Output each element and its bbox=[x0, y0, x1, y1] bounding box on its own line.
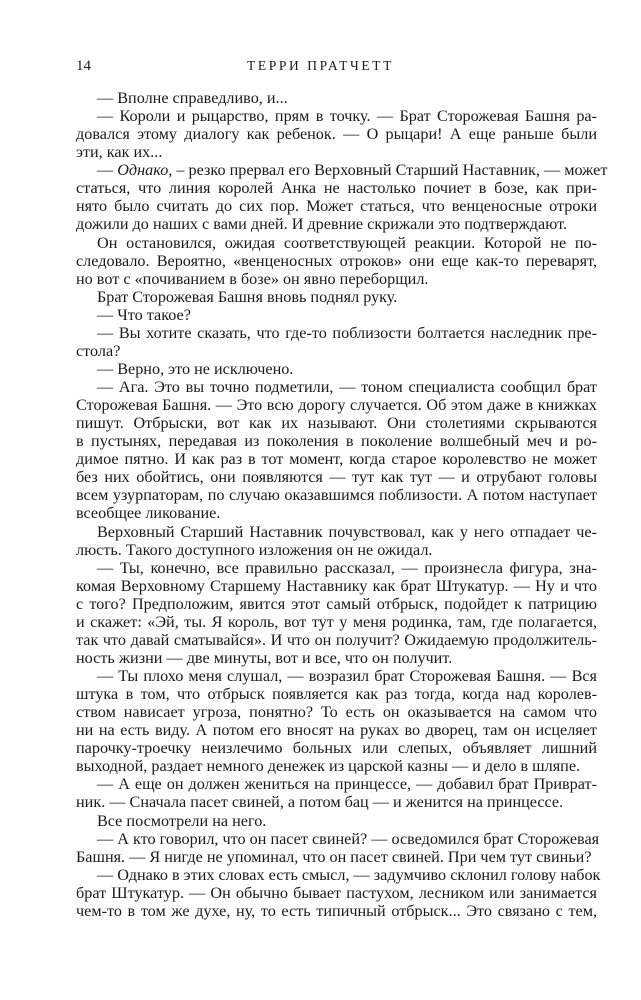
text-line: комая Верховному Старшему Наставнику как брат Штукатур. — Ну и что bbox=[76, 576, 597, 595]
text-line: ни на есть виду. А потом его вносят на руках во дворец, там он исцеляет bbox=[76, 721, 597, 740]
text-line: нято было считать до сих пор. Может статься, что венценосные отроки bbox=[76, 197, 597, 216]
text-line: всеобщее ликование. bbox=[76, 504, 221, 523]
text-line: эти, как их... bbox=[76, 143, 163, 162]
text-line: всем узурпаторам, по случаю оказавшимся поблизости. А потом наступает bbox=[76, 486, 597, 505]
text-line: Башня. — Я нигде не упоминал, что он пасет свиней. При чем тут свиньи? bbox=[76, 847, 592, 866]
body-text bbox=[76, 89, 608, 920]
text-line: — Вполне справедливо, и... bbox=[97, 89, 288, 107]
text-line: следовало. Вероятно, «венценосных отроков» они еще как-то переварят, bbox=[76, 251, 597, 270]
text-line: Верховный Старший Наставник почувствовал, как у него отпадает че- bbox=[97, 522, 597, 541]
text-line: но вот с «почиванием в бозе» он явно переборщил. bbox=[76, 269, 429, 288]
text-line: — Вы хотите сказать, что где-то поблизости болтается наследник пре- bbox=[97, 323, 597, 342]
text-line: брат Штукатур. — Он обычно бывает пастухом, лесником или занимается bbox=[76, 883, 597, 902]
text-line: Брат Сторожевая Башня вновь поднял руку. bbox=[97, 287, 398, 306]
text-line: так что давай сматывайся». И что он получит? Ожидаемую продолжитель- bbox=[76, 630, 597, 649]
text-line: димое пятно. И как раз в тот момент, когда старое королевство не может bbox=[76, 450, 597, 469]
text-line: Он остановился, ожидая соответствующей реакции. Которой не по- bbox=[97, 233, 597, 252]
page-number: 14 bbox=[76, 58, 91, 74]
text-line: довался этому диалогу как ребенок. — О рыцари! А еще раньше были bbox=[76, 125, 597, 144]
text-line: и скажет: «Эй, ты. Я король, вот тут у меня родинка, там, где полагается, bbox=[76, 612, 597, 631]
text-line: без них обойтись, они появляются — тут как тут — и отрубают головы bbox=[76, 468, 597, 487]
text-line: штука в том, что отбрыск появляется как раз тогда, когда над королев- bbox=[76, 685, 597, 704]
text-line: с того? Предположим, явится этот самый отбрыск, подойдет к патрицию bbox=[76, 594, 597, 613]
text-line: ник. — Сначала пасет свиней, а потом бац — и женится на принцессе. bbox=[76, 793, 564, 812]
text-line: — А еще он должен жениться на принцессе, — добавил брат Приврат- bbox=[97, 775, 597, 794]
text-line: Все посмотрели на него. bbox=[97, 811, 267, 830]
text-line: — Ты, конечно, все правильно рассказал, — произнесла фигура, зна- bbox=[97, 558, 597, 577]
text-line: — Что такое? bbox=[97, 305, 191, 324]
text-line: пишут. Отбрыски, вот как их называют. Они столетиями скрываются bbox=[76, 414, 597, 433]
text-line: парочку-троечку неизлечимо больных или слепых, объявляет лишний bbox=[76, 739, 597, 758]
text-line: стола? bbox=[76, 341, 121, 360]
text-line: статься, что линия королей Анка не настолько почиет в бозе, как при- bbox=[76, 179, 597, 198]
italic-text: Однако, bbox=[117, 161, 173, 180]
text-line: Сторожевая Башня. — Это всю дорогу случается. Об этом даже в книжках bbox=[76, 396, 597, 415]
running-head: ТЕРРИ ПРАТЧЕТТ bbox=[247, 58, 394, 73]
text-line: выходной, раздает немного денежек из царской казны — и дело в шляпе. bbox=[76, 757, 581, 776]
text-segment: – резко прервал его Верховный Старший Наставник, — может bbox=[172, 161, 608, 180]
text-line: — Ты плохо меня слушал, — возразил брат Сторожевая Башня. — Вся bbox=[97, 667, 597, 685]
text-segment: — bbox=[97, 161, 118, 180]
text-line: дожили до наших с вами дней. И древние скрижали это подтверждают. bbox=[76, 215, 568, 234]
text-line: — Верно, это не исключено. bbox=[97, 359, 294, 378]
text-line bbox=[76, 161, 608, 180]
text-line: ством нависает угроза, понятно? То есть он оказывается на самом что bbox=[76, 703, 597, 722]
text-line: — Однако в этих словах есть смысл, — задумчиво склонил голову набок bbox=[97, 865, 601, 884]
text-line: — Короли и рыцарство, прям в точку. — Брат Сторожевая Башня ра- bbox=[97, 107, 597, 126]
text-line: люсть. Такого доступного изложения он не ожидал. bbox=[76, 540, 433, 559]
text-line: в пустынях, передавая из поколения в поколение волшебный меч и ро- bbox=[76, 432, 597, 451]
text-line: чем-то в том же духе, ну, то есть типичный отбрыск... Это связано с тем, bbox=[76, 901, 597, 920]
text-line: — Ага. Это вы точно подметили, — тоном специалиста сообщил брат bbox=[97, 378, 597, 396]
text-line: — А кто говорил, что он пасет свиней? — осведомился брат Сторожевая bbox=[97, 829, 600, 848]
text-line: ность жизни — две минуты, вот и все, что он получит. bbox=[76, 648, 453, 667]
